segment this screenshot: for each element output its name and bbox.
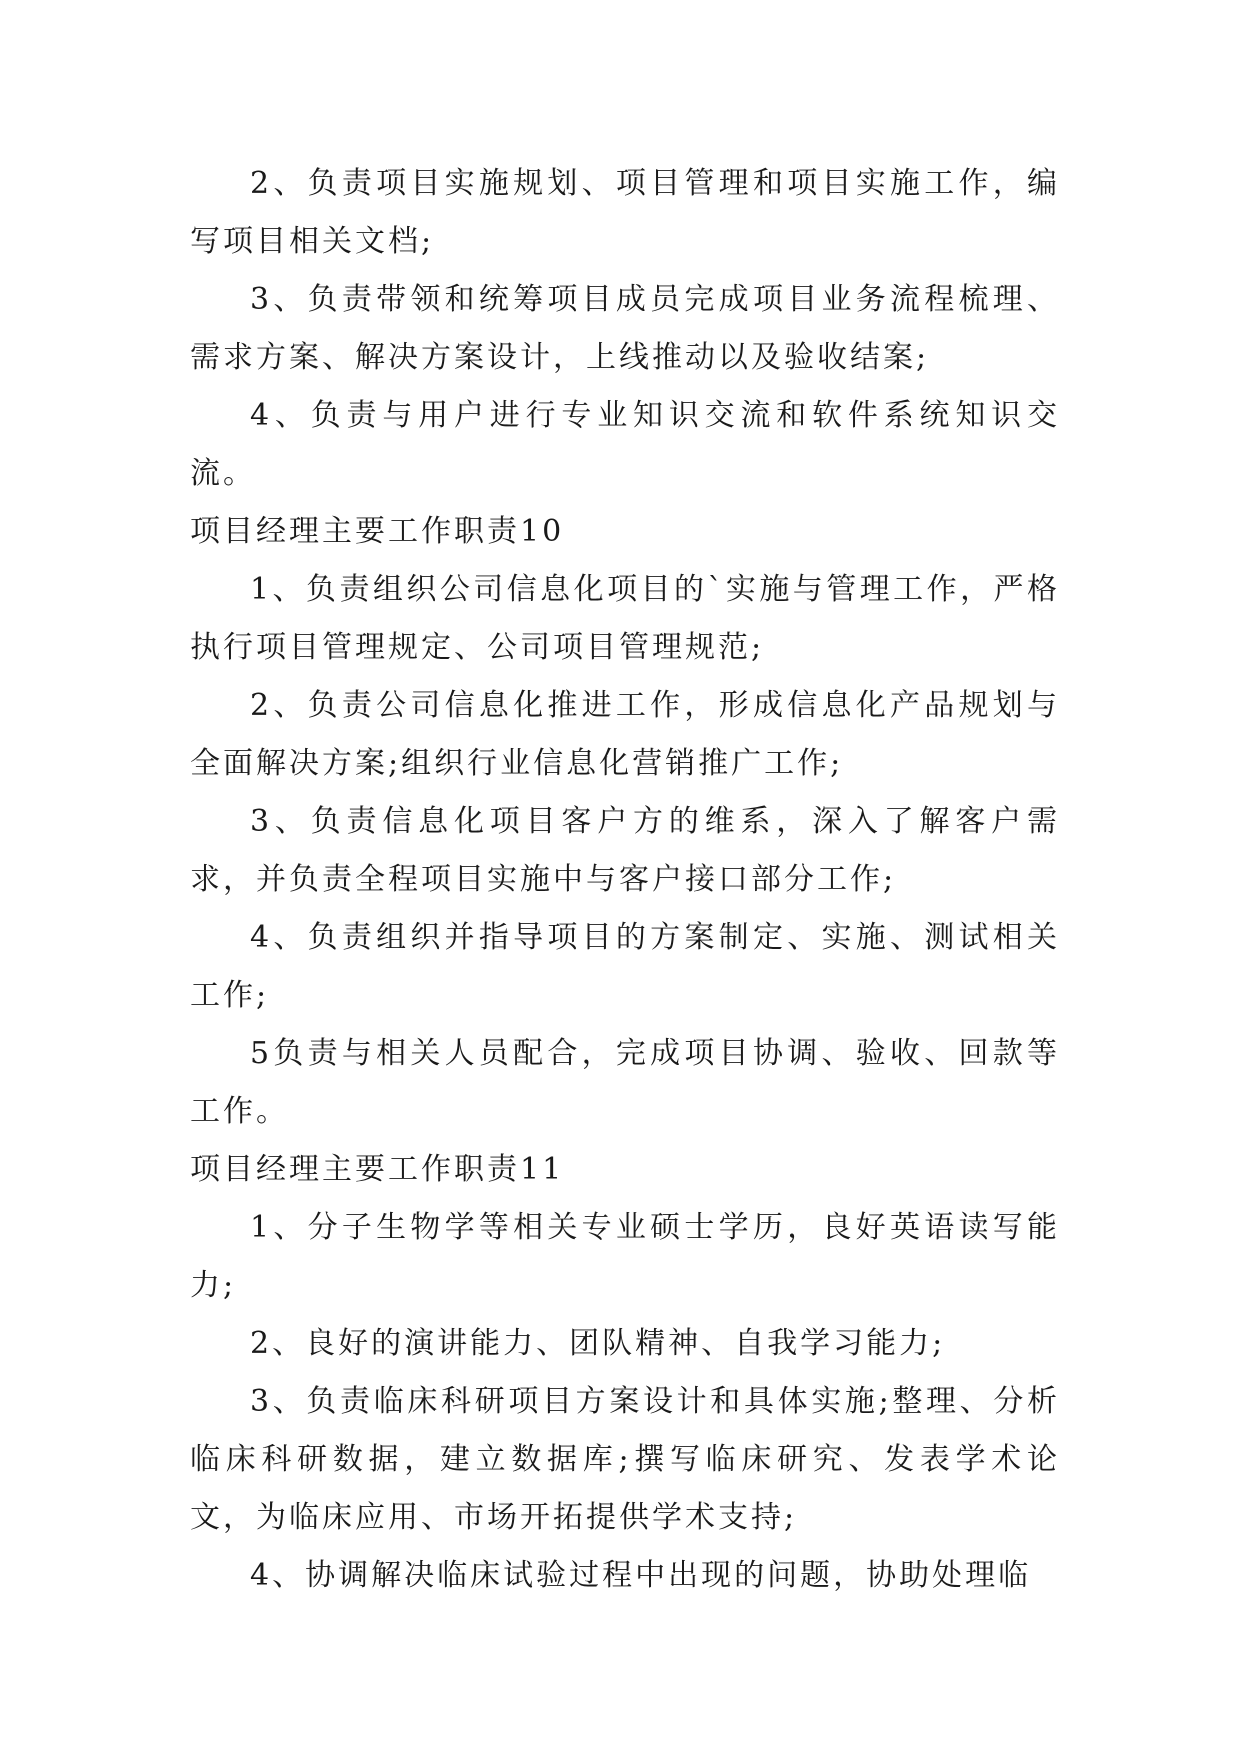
paragraph: 3、负责临床科研项目方案设计和具体实施;整理、分析临床科研数据，建立数据库;撰写临床研究、发表学术论文，为临床应用、市场开拓提供学术支持; (190, 1384, 1060, 1535)
paragraph: 5负责与相关人员配合，完成项目协调、验收、回款等工作。 (190, 1036, 1060, 1129)
paragraph: 1、分子生物学等相关专业硕士学历，良好英语读写能力; (190, 1210, 1060, 1303)
section-heading: 项目经理主要工作职责11 (190, 1152, 565, 1187)
paragraph: 2、负责项目实施规划、项目管理和项目实施工作，编写项目相关文档; (190, 166, 1060, 259)
section-heading: 项目经理主要工作职责10 (190, 514, 565, 549)
paragraph: 2、良好的演讲能力、团队精神、自我学习能力; (250, 1326, 946, 1361)
paragraph: 4、负责与用户进行专业知识交流和软件系统知识交流。 (190, 398, 1060, 491)
paragraph: 4、负责组织并指导项目的方案制定、实施、测试相关工作; (190, 920, 1060, 1013)
paragraph: 4、协调解决临床试验过程中出现的问题，协助处理临 (250, 1558, 1032, 1593)
paragraph: 2、负责公司信息化推进工作，形成信息化产品规划与全面解决方案;组织行业信息化营销推广工作; (190, 688, 1060, 781)
paragraph: 1、负责组织公司信息化项目的`实施与管理工作，严格执行项目管理规定、公司项目管理规范; (190, 572, 1060, 665)
paragraph: 3、负责带领和统筹项目成员完成项目业务流程梳理、需求方案、解决方案设计，上线推动以及验收结案; (190, 282, 1060, 375)
paragraph: 3、负责信息化项目客户方的维系，深入了解客户需求，并负责全程项目实施中与客户接口部分工作; (190, 804, 1060, 897)
document-body (190, 155, 1060, 1605)
